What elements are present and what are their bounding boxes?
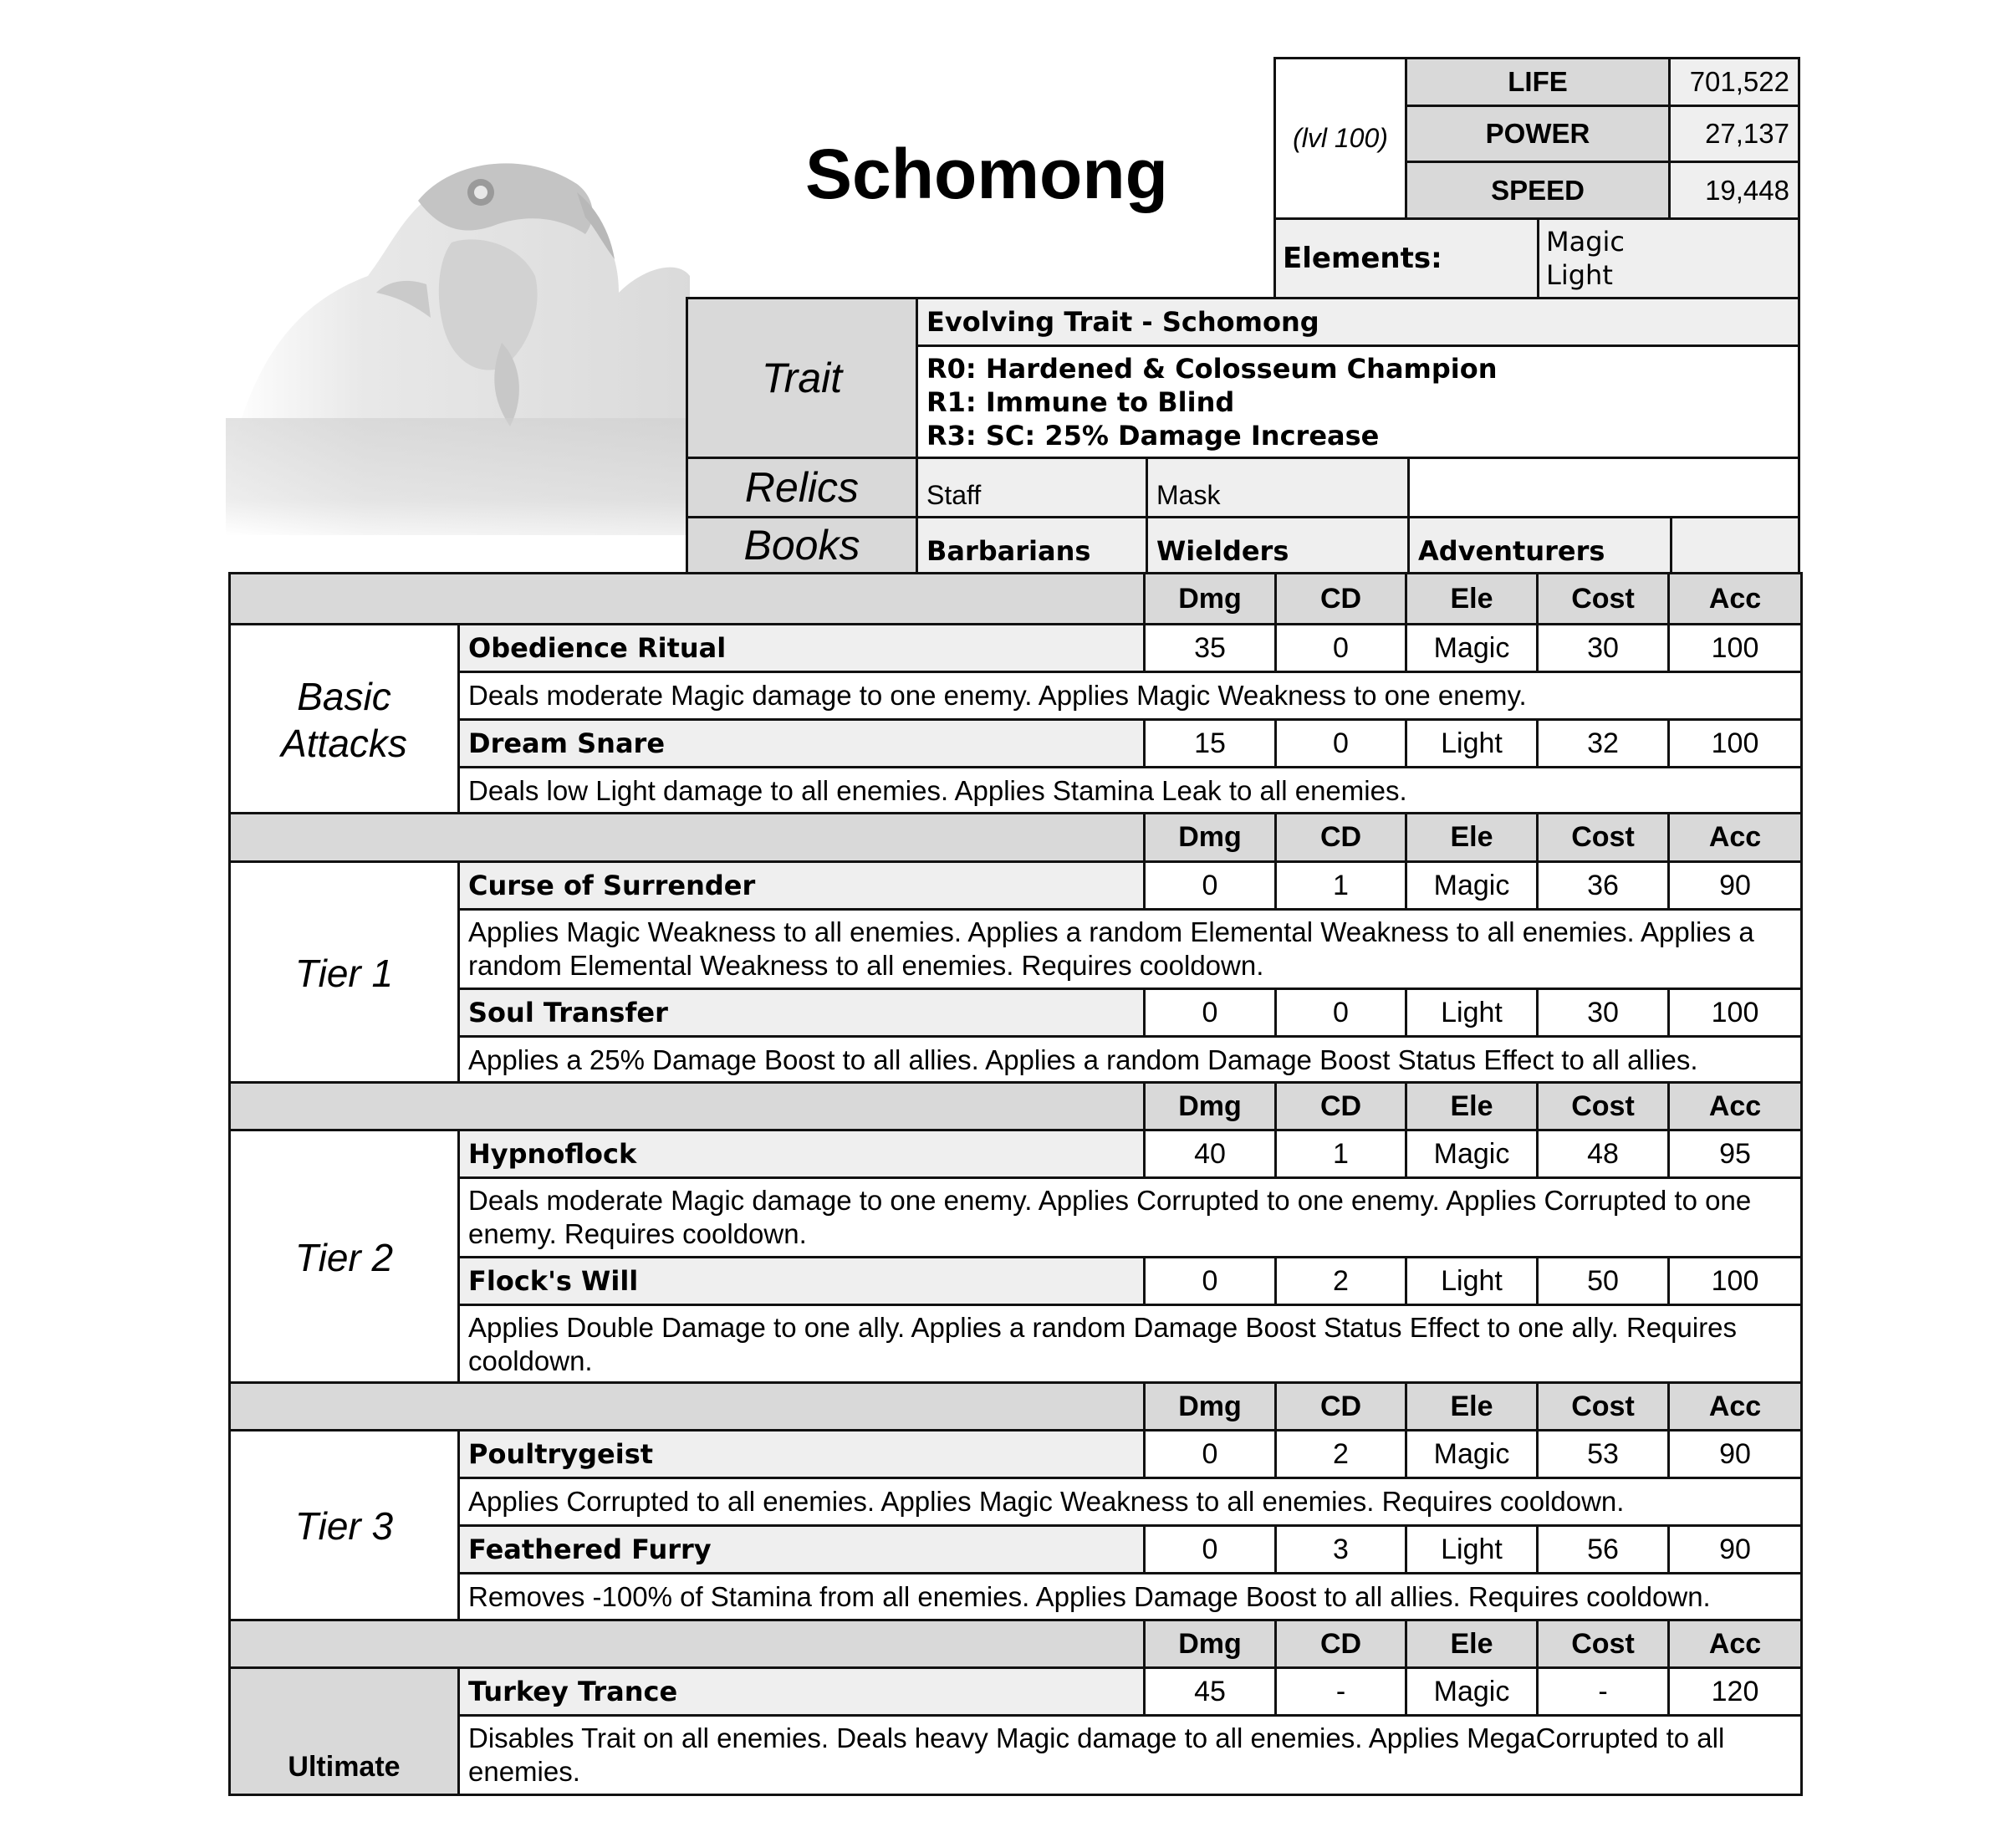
skill-acc: 95	[1667, 1129, 1803, 1179]
column-header-ele: Ele	[1405, 812, 1539, 863]
skill-cd: 0	[1274, 987, 1407, 1038]
trait-ranks	[916, 344, 1800, 459]
column-header-spacer	[228, 1381, 1146, 1431]
skill-cd: 2	[1274, 1429, 1407, 1479]
column-header-spacer	[228, 1619, 1146, 1669]
column-header-dmg: Dmg	[1143, 1381, 1277, 1431]
skill-cost: 48	[1536, 1129, 1670, 1179]
skill-description: Deals moderate Magic damage to one enemy. Applies Corrupted to one enemy. Applies Corrupted to one enemy. Requires cooldown.	[457, 1176, 1803, 1258]
book-2: Wielders	[1146, 516, 1410, 574]
group-label-text: Basic Attacks	[281, 674, 407, 765]
skill-ele: Magic	[1405, 860, 1539, 911]
skill-acc: 90	[1667, 1524, 1803, 1574]
skill-acc: 120	[1667, 1666, 1803, 1717]
skill-name: Flock's Will	[457, 1256, 1146, 1306]
column-header-spacer	[228, 1081, 1146, 1131]
portrait-art-icon	[226, 142, 690, 535]
skill-cost: 30	[1536, 623, 1670, 673]
skill-acc: 100	[1667, 718, 1803, 768]
skill-name: Dream Snare	[457, 718, 1146, 768]
skill-dmg: 0	[1143, 1256, 1277, 1306]
skill-dmg: 0	[1143, 1524, 1277, 1574]
column-header-cost: Cost	[1536, 1381, 1670, 1431]
skill-dmg: 0	[1143, 860, 1277, 911]
skill-description: Applies Double Damage to one ally. Applies a random Damage Boost Status Effect to one ally. Requires cooldown.	[457, 1304, 1803, 1386]
skill-description: Removes -100% of Stamina from all enemies. Applies Damage Boost to all allies. Requires cooldown.	[457, 1572, 1803, 1622]
level-label: (lvl 100)	[1273, 57, 1407, 220]
trait-rank-r3: R3: SC: 25% Damage Increase	[926, 419, 1380, 452]
skill-cost: -	[1536, 1666, 1670, 1717]
relic-2: Mask	[1146, 457, 1410, 518]
skill-name: Turkey Trance	[457, 1666, 1146, 1717]
relic-1: Staff	[916, 457, 1148, 518]
skill-acc: 100	[1667, 1256, 1803, 1306]
skill-cost: 36	[1536, 860, 1670, 911]
column-header-cd: CD	[1274, 1081, 1407, 1131]
book-1: Barbarians	[916, 516, 1148, 574]
trait-label: Trait	[686, 297, 918, 459]
skill-name: Hypnoflock	[457, 1129, 1146, 1179]
skill-ele: Magic	[1405, 1666, 1539, 1717]
skill-ele: Magic	[1405, 1429, 1539, 1479]
skill-cd: 2	[1274, 1256, 1407, 1306]
column-header-acc: Acc	[1667, 572, 1803, 625]
skill-cd: 3	[1274, 1524, 1407, 1574]
skill-cost: 53	[1536, 1429, 1670, 1479]
trait-rank-r0: R0: Hardened & Colosseum Champion	[926, 352, 1498, 385]
books-label: Books	[686, 516, 918, 574]
skill-name: Feathered Furry	[457, 1524, 1146, 1574]
skill-name: Poultrygeist	[457, 1429, 1146, 1479]
skill-cd: 0	[1274, 718, 1407, 768]
skill-acc: 100	[1667, 987, 1803, 1038]
skill-description: Applies Corrupted to all enemies. Applies Magic Weakness to all enemies. Requires cooldown.	[457, 1477, 1803, 1527]
skill-cd: 1	[1274, 860, 1407, 911]
stat-label-power: POWER	[1405, 105, 1671, 163]
stat-value-speed: 19,448	[1668, 161, 1800, 220]
book-3: Adventurers	[1407, 516, 1672, 574]
character-portrait	[226, 142, 690, 535]
skill-description: Deals moderate Magic damage to one enemy. Applies Magic Weakness to one enemy.	[457, 671, 1803, 721]
skill-cd: -	[1274, 1666, 1407, 1717]
elements-label: Elements:	[1273, 217, 1539, 299]
column-header-cost: Cost	[1536, 572, 1670, 625]
group-label-tier-2: Tier 2	[228, 1129, 460, 1386]
stat-label-life: LIFE	[1405, 57, 1671, 107]
skill-cost: 32	[1536, 718, 1670, 768]
column-header-ele: Ele	[1405, 1619, 1539, 1669]
column-header-ele: Ele	[1405, 572, 1539, 625]
column-header-cost: Cost	[1536, 812, 1670, 863]
column-header-spacer	[228, 812, 1146, 863]
column-header-cost: Cost	[1536, 1081, 1670, 1131]
column-header-acc: Acc	[1667, 1381, 1803, 1431]
skill-description: Deals low Light damage to all enemies. Applies Stamina Leak to all enemies.	[457, 766, 1803, 816]
skill-dmg: 0	[1143, 987, 1277, 1038]
skill-dmg: 40	[1143, 1129, 1277, 1179]
group-label-ultimate: Ultimate	[228, 1666, 460, 1796]
group-label-tier-3: Tier 3	[228, 1429, 460, 1622]
skill-ele: Light	[1405, 718, 1539, 768]
skill-dmg: 0	[1143, 1429, 1277, 1479]
column-header-acc: Acc	[1667, 1081, 1803, 1131]
book-4	[1670, 516, 1800, 574]
skill-acc: 90	[1667, 860, 1803, 911]
skill-cd: 0	[1274, 623, 1407, 673]
stat-value-power: 27,137	[1668, 105, 1800, 163]
column-header-cd: CD	[1274, 812, 1407, 863]
skill-name: Obedience Ritual	[457, 623, 1146, 673]
skill-description: Applies Magic Weakness to all enemies. Applies a random Elemental Weakness to all enemies. Applies a random Elemental Weakness to all enemies. Requires cooldown.	[457, 908, 1803, 990]
column-header-acc: Acc	[1667, 1619, 1803, 1669]
skill-description: Disables Trait on all enemies. Deals heavy Magic damage to all enemies. Applies MegaCorrupted to all enemies.	[457, 1714, 1803, 1796]
trait-name: Evolving Trait - Schomong	[916, 297, 1800, 347]
group-label-tier-1: Tier 1	[228, 860, 460, 1085]
stat-value-life: 701,522	[1668, 57, 1800, 107]
skill-ele: Light	[1405, 1524, 1539, 1574]
skill-cost: 50	[1536, 1256, 1670, 1306]
column-header-acc: Acc	[1667, 812, 1803, 863]
skill-cost: 30	[1536, 987, 1670, 1038]
column-header-cd: CD	[1274, 1619, 1407, 1669]
skill-name: Soul Transfer	[457, 987, 1146, 1038]
skill-cost: 56	[1536, 1524, 1670, 1574]
column-header-dmg: Dmg	[1143, 812, 1277, 863]
skill-dmg: 35	[1143, 623, 1277, 673]
column-header-cd: CD	[1274, 1381, 1407, 1431]
elements-values	[1537, 217, 1800, 299]
column-header-ele: Ele	[1405, 1081, 1539, 1131]
relic-3	[1407, 457, 1800, 518]
skill-ele: Light	[1405, 987, 1539, 1038]
element-magic: Magic	[1546, 226, 1626, 258]
group-label-basic-attacks	[228, 623, 460, 816]
column-header-ele: Ele	[1405, 1381, 1539, 1431]
skill-description: Applies a 25% Damage Boost to all allies. Applies a random Damage Boost Status Effect to all allies.	[457, 1035, 1803, 1085]
skill-dmg: 45	[1143, 1666, 1277, 1717]
character-name: Schomong	[805, 135, 1168, 213]
stat-label-speed: SPEED	[1405, 161, 1671, 220]
column-header-spacer	[228, 572, 1146, 625]
element-light: Light	[1546, 259, 1613, 291]
column-header-dmg: Dmg	[1143, 1081, 1277, 1131]
relics-label: Relics	[686, 457, 918, 518]
column-header-dmg: Dmg	[1143, 1619, 1277, 1669]
skill-ele: Magic	[1405, 1129, 1539, 1179]
skill-acc: 90	[1667, 1429, 1803, 1479]
skill-ele: Magic	[1405, 623, 1539, 673]
skill-name: Curse of Surrender	[457, 860, 1146, 911]
column-header-dmg: Dmg	[1143, 572, 1277, 625]
column-header-cd: CD	[1274, 572, 1407, 625]
skill-ele: Light	[1405, 1256, 1539, 1306]
skill-acc: 100	[1667, 623, 1803, 673]
trait-rank-r1: R1: Immune to Blind	[926, 385, 1235, 418]
skill-dmg: 15	[1143, 718, 1277, 768]
skill-cd: 1	[1274, 1129, 1407, 1179]
column-header-cost: Cost	[1536, 1619, 1670, 1669]
